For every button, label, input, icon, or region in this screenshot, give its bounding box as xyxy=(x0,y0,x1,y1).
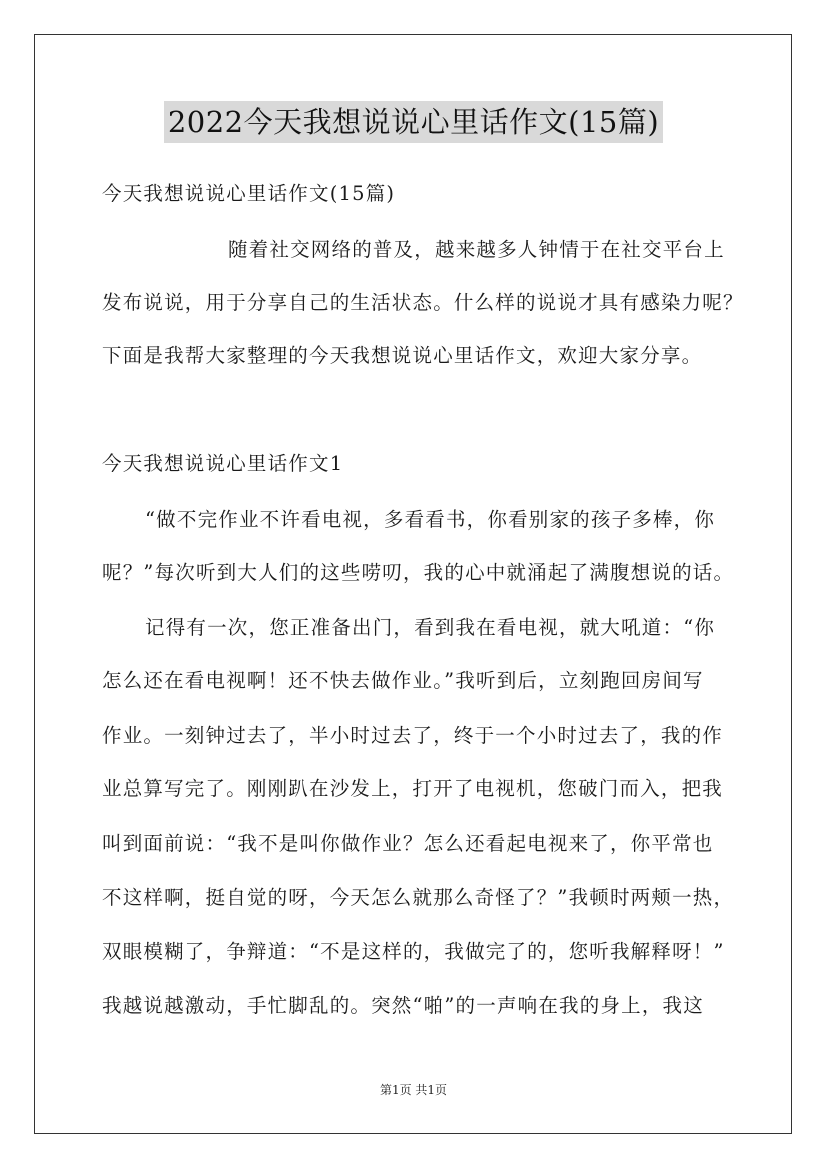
body-line: 我越说越激动，手忙脚乱的。突然“啪”的一声响在我的身上，我这 xyxy=(102,994,704,1017)
intro-line: 下面是我帮大家整理的今天我想说说心里话作文，欢迎大家分享。 xyxy=(102,344,703,367)
body-line: 不这样啊，挺自觉的呀，今天怎么就那么奇怪了？”我顿时两颊一热， xyxy=(102,886,735,909)
page-footer: 第1页 共1页 xyxy=(379,1083,448,1097)
body-line: 作业。一刻钟过去了，半小时过去了，终于一个小时过去了，我的作 xyxy=(102,724,724,747)
intro-line: 发布说说，用于分享自己的生活状态。什么样的说说才具有感染力呢？ xyxy=(102,291,744,314)
body-line: 记得有一次，您正准备出门，看到我在看电视，就大吼道：“你 xyxy=(145,616,716,639)
body-line: 怎么还在看电视啊！还不快去做作业。”我听到后，立刻跑回房间写 xyxy=(102,669,704,692)
body-line: 呢？”每次听到大人们的这些唠叨，我的心中就涌起了满腹想说的话。 xyxy=(102,561,735,584)
section-heading: 今天我想说说心里话作文1 xyxy=(102,452,344,475)
body-line: 双眼模糊了，争辩道：“不是这样的，我做完了的，您听我解释呀！” xyxy=(102,940,725,963)
document-subtitle: 今天我想说说心里话作文(15篇) xyxy=(102,182,396,205)
document-title: 2022今天我想说说心里话作文(15篇) xyxy=(164,101,663,143)
body-line: 叫到面前说：“我不是叫你做作业？怎么还看起电视来了，你平常也 xyxy=(102,832,714,855)
intro-line: 随着社交网络的普及，越来越多人钟情于在社交平台上 xyxy=(228,238,725,261)
body-line: 业总算写完了。刚刚趴在沙发上，打开了电视机，您破门而入，把我 xyxy=(102,777,724,800)
title-container xyxy=(0,101,827,143)
body-line: “做不完作业不许看电视，多看看书，你看别家的孩子多棒，你 xyxy=(145,508,716,531)
